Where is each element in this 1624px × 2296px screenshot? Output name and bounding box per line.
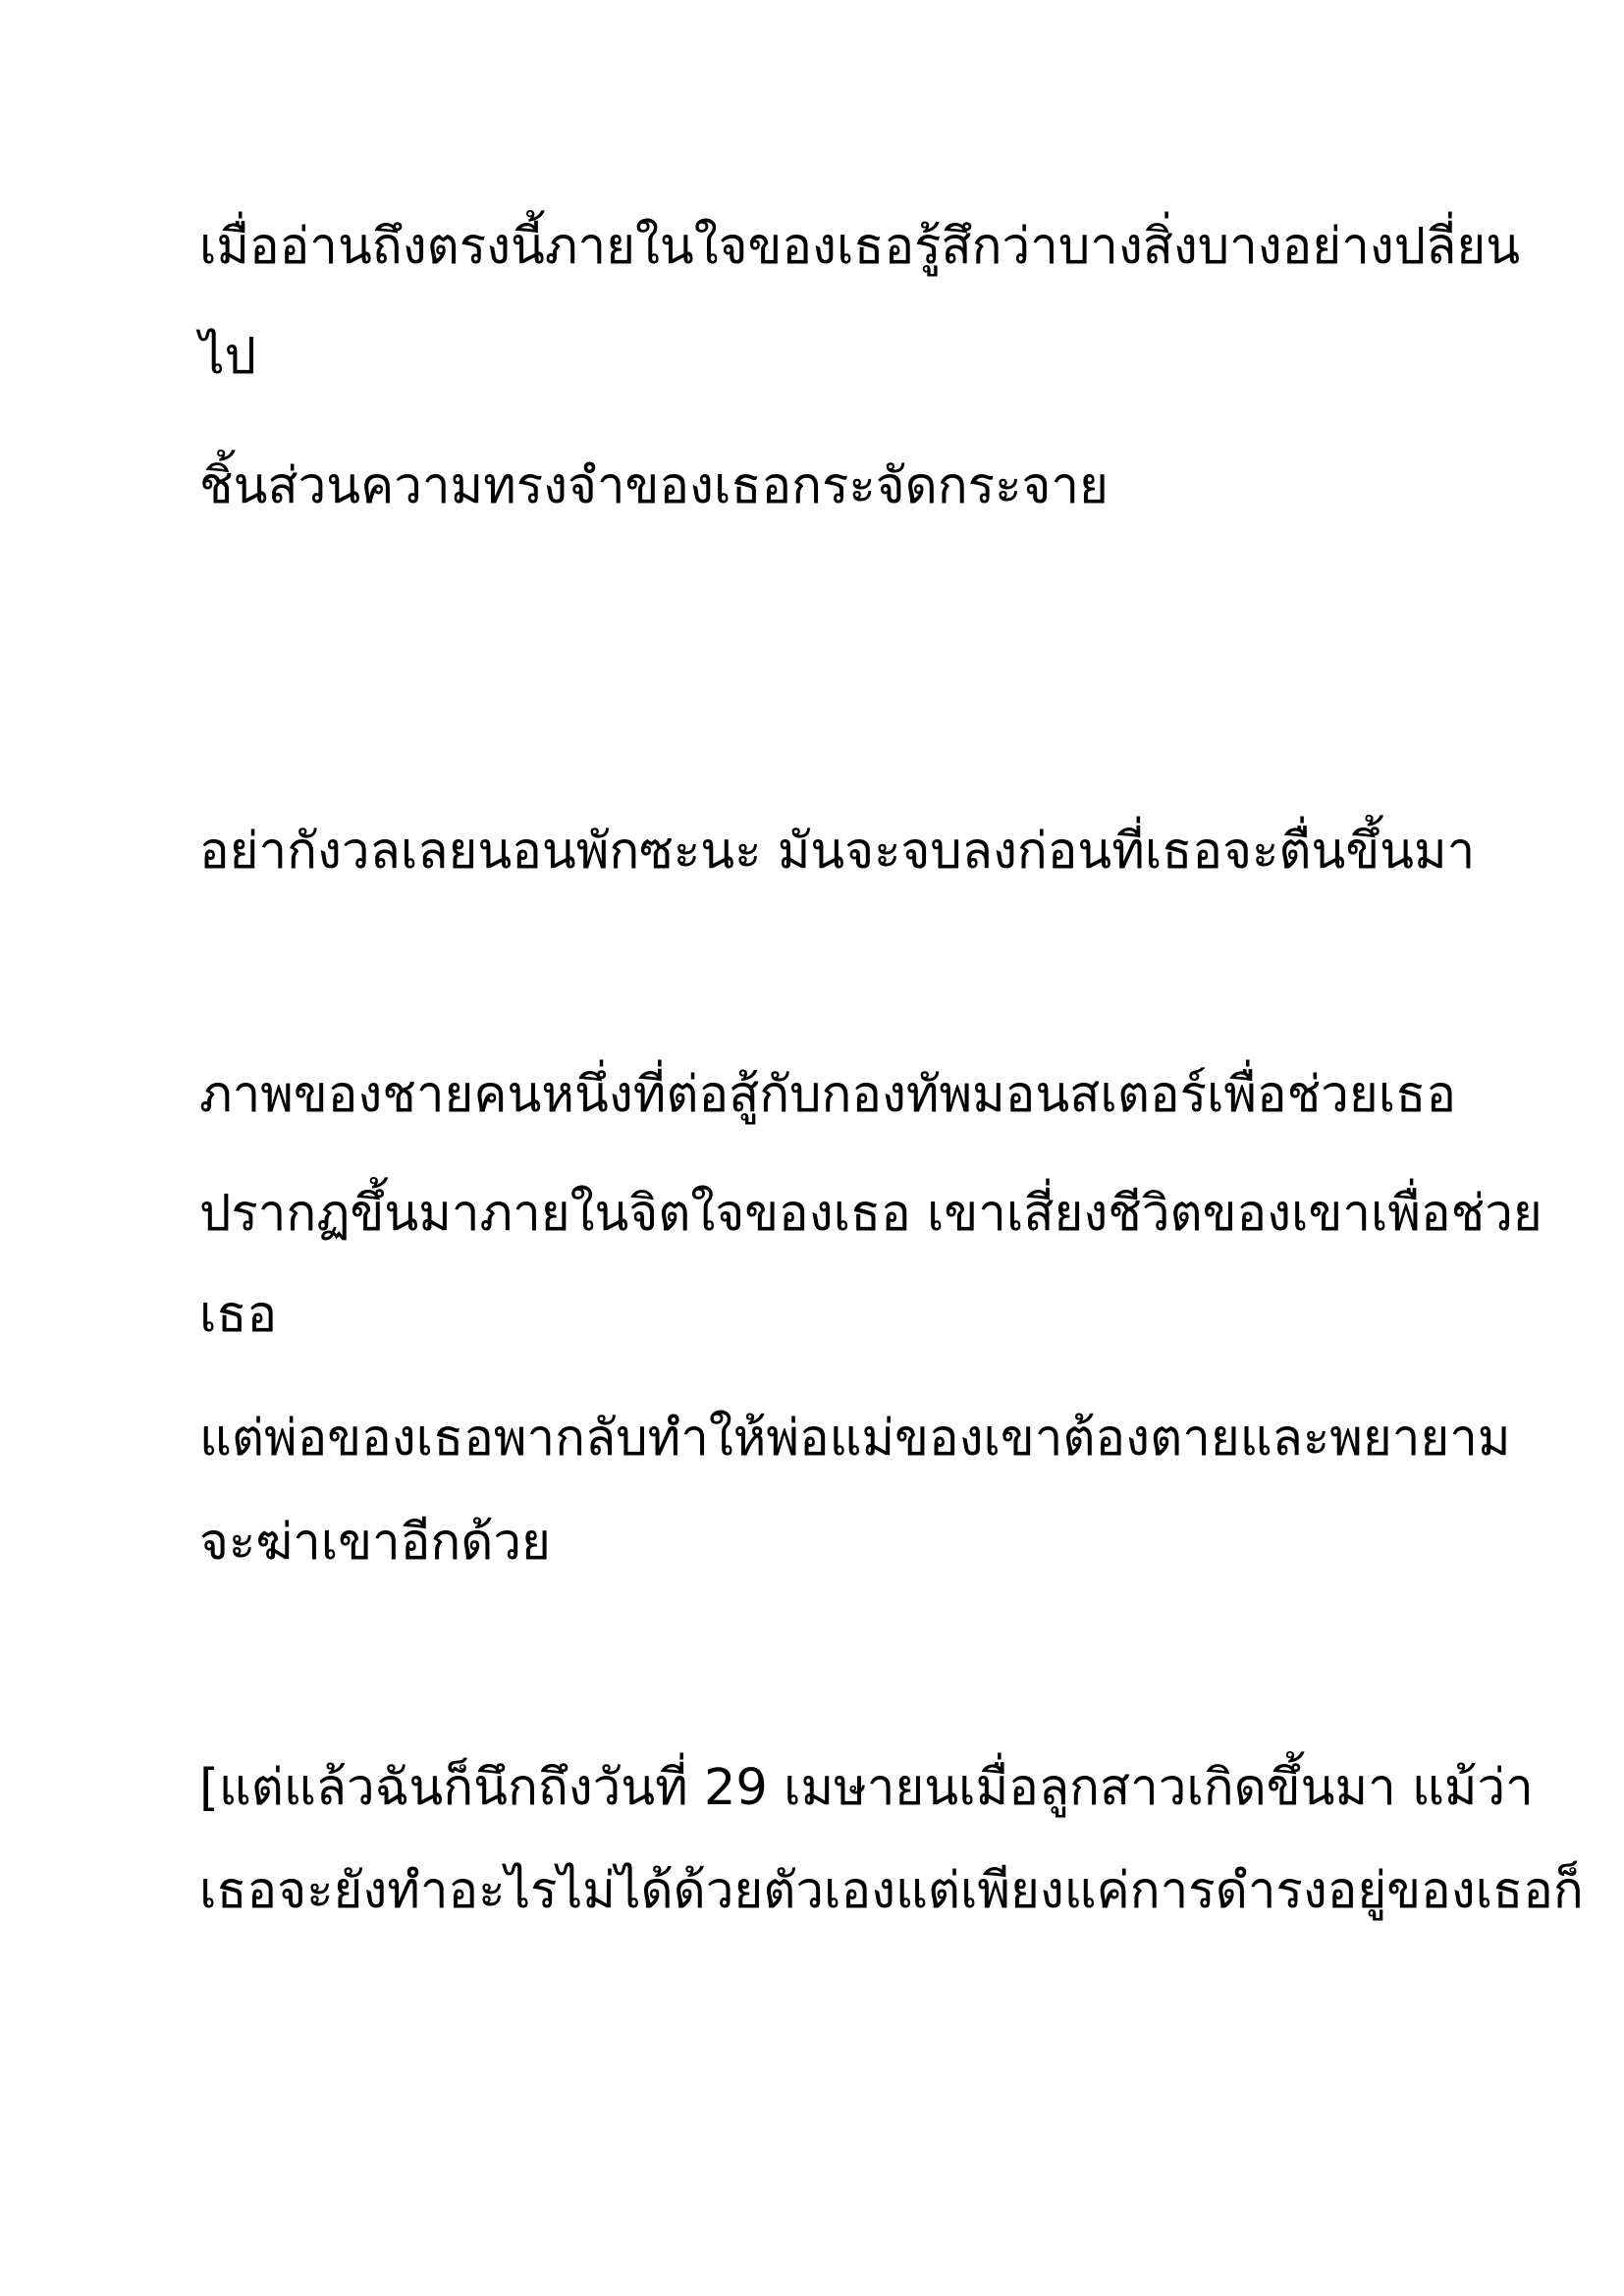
text-line: [แต่แล้วฉันก็นึกถึงวันที่ 29 เมษายนเมื่อลูกสาวเกิดขึ้นมา แม้ว่า: [199, 1759, 1534, 1817]
text-line: เธอจะยังทำอะไรไม่ได้ด้วยตัวเองแต่เพียงแค่การดำรงอยู่ของเธอก็: [199, 1862, 1584, 1920]
text-line: ไป: [199, 328, 257, 386]
text-line: จะฆ่าเขาอีกด้วย: [199, 1514, 551, 1572]
text-line: เมื่ออ่านถึงตรงนี้ภายในใจของเธอรู้สึกว่าบางสิ่งบางอย่างปลี่ยน: [199, 218, 1521, 276]
text-line: ปรากฏขึ้นมาภายในจิตใจของเธอ เขาเสี่ยงชีวิตของเขาเพื่อช่วย: [199, 1185, 1543, 1243]
text-line: ชิ้นส่วนความทรงจำของเธอกระจัดกระจาย: [199, 457, 1109, 515]
text-line: แต่พ่อของเธอพากลับทำให้พ่อแม่ของเขาต้องตายและพยายาม: [199, 1410, 1511, 1468]
text-line: เธอ: [199, 1286, 278, 1344]
text-line: อย่ากังวลเลยนอนพักซะนะ มันจะจบลงก่อนที่เธอจะตื่นขึ้นมา: [199, 823, 1476, 881]
text-line: ภาพของชายคนหนึ่งที่ต่อสู้กับกองทัพมอนสเตอร์เพื่อช่วยเธอ: [199, 1066, 1456, 1124]
